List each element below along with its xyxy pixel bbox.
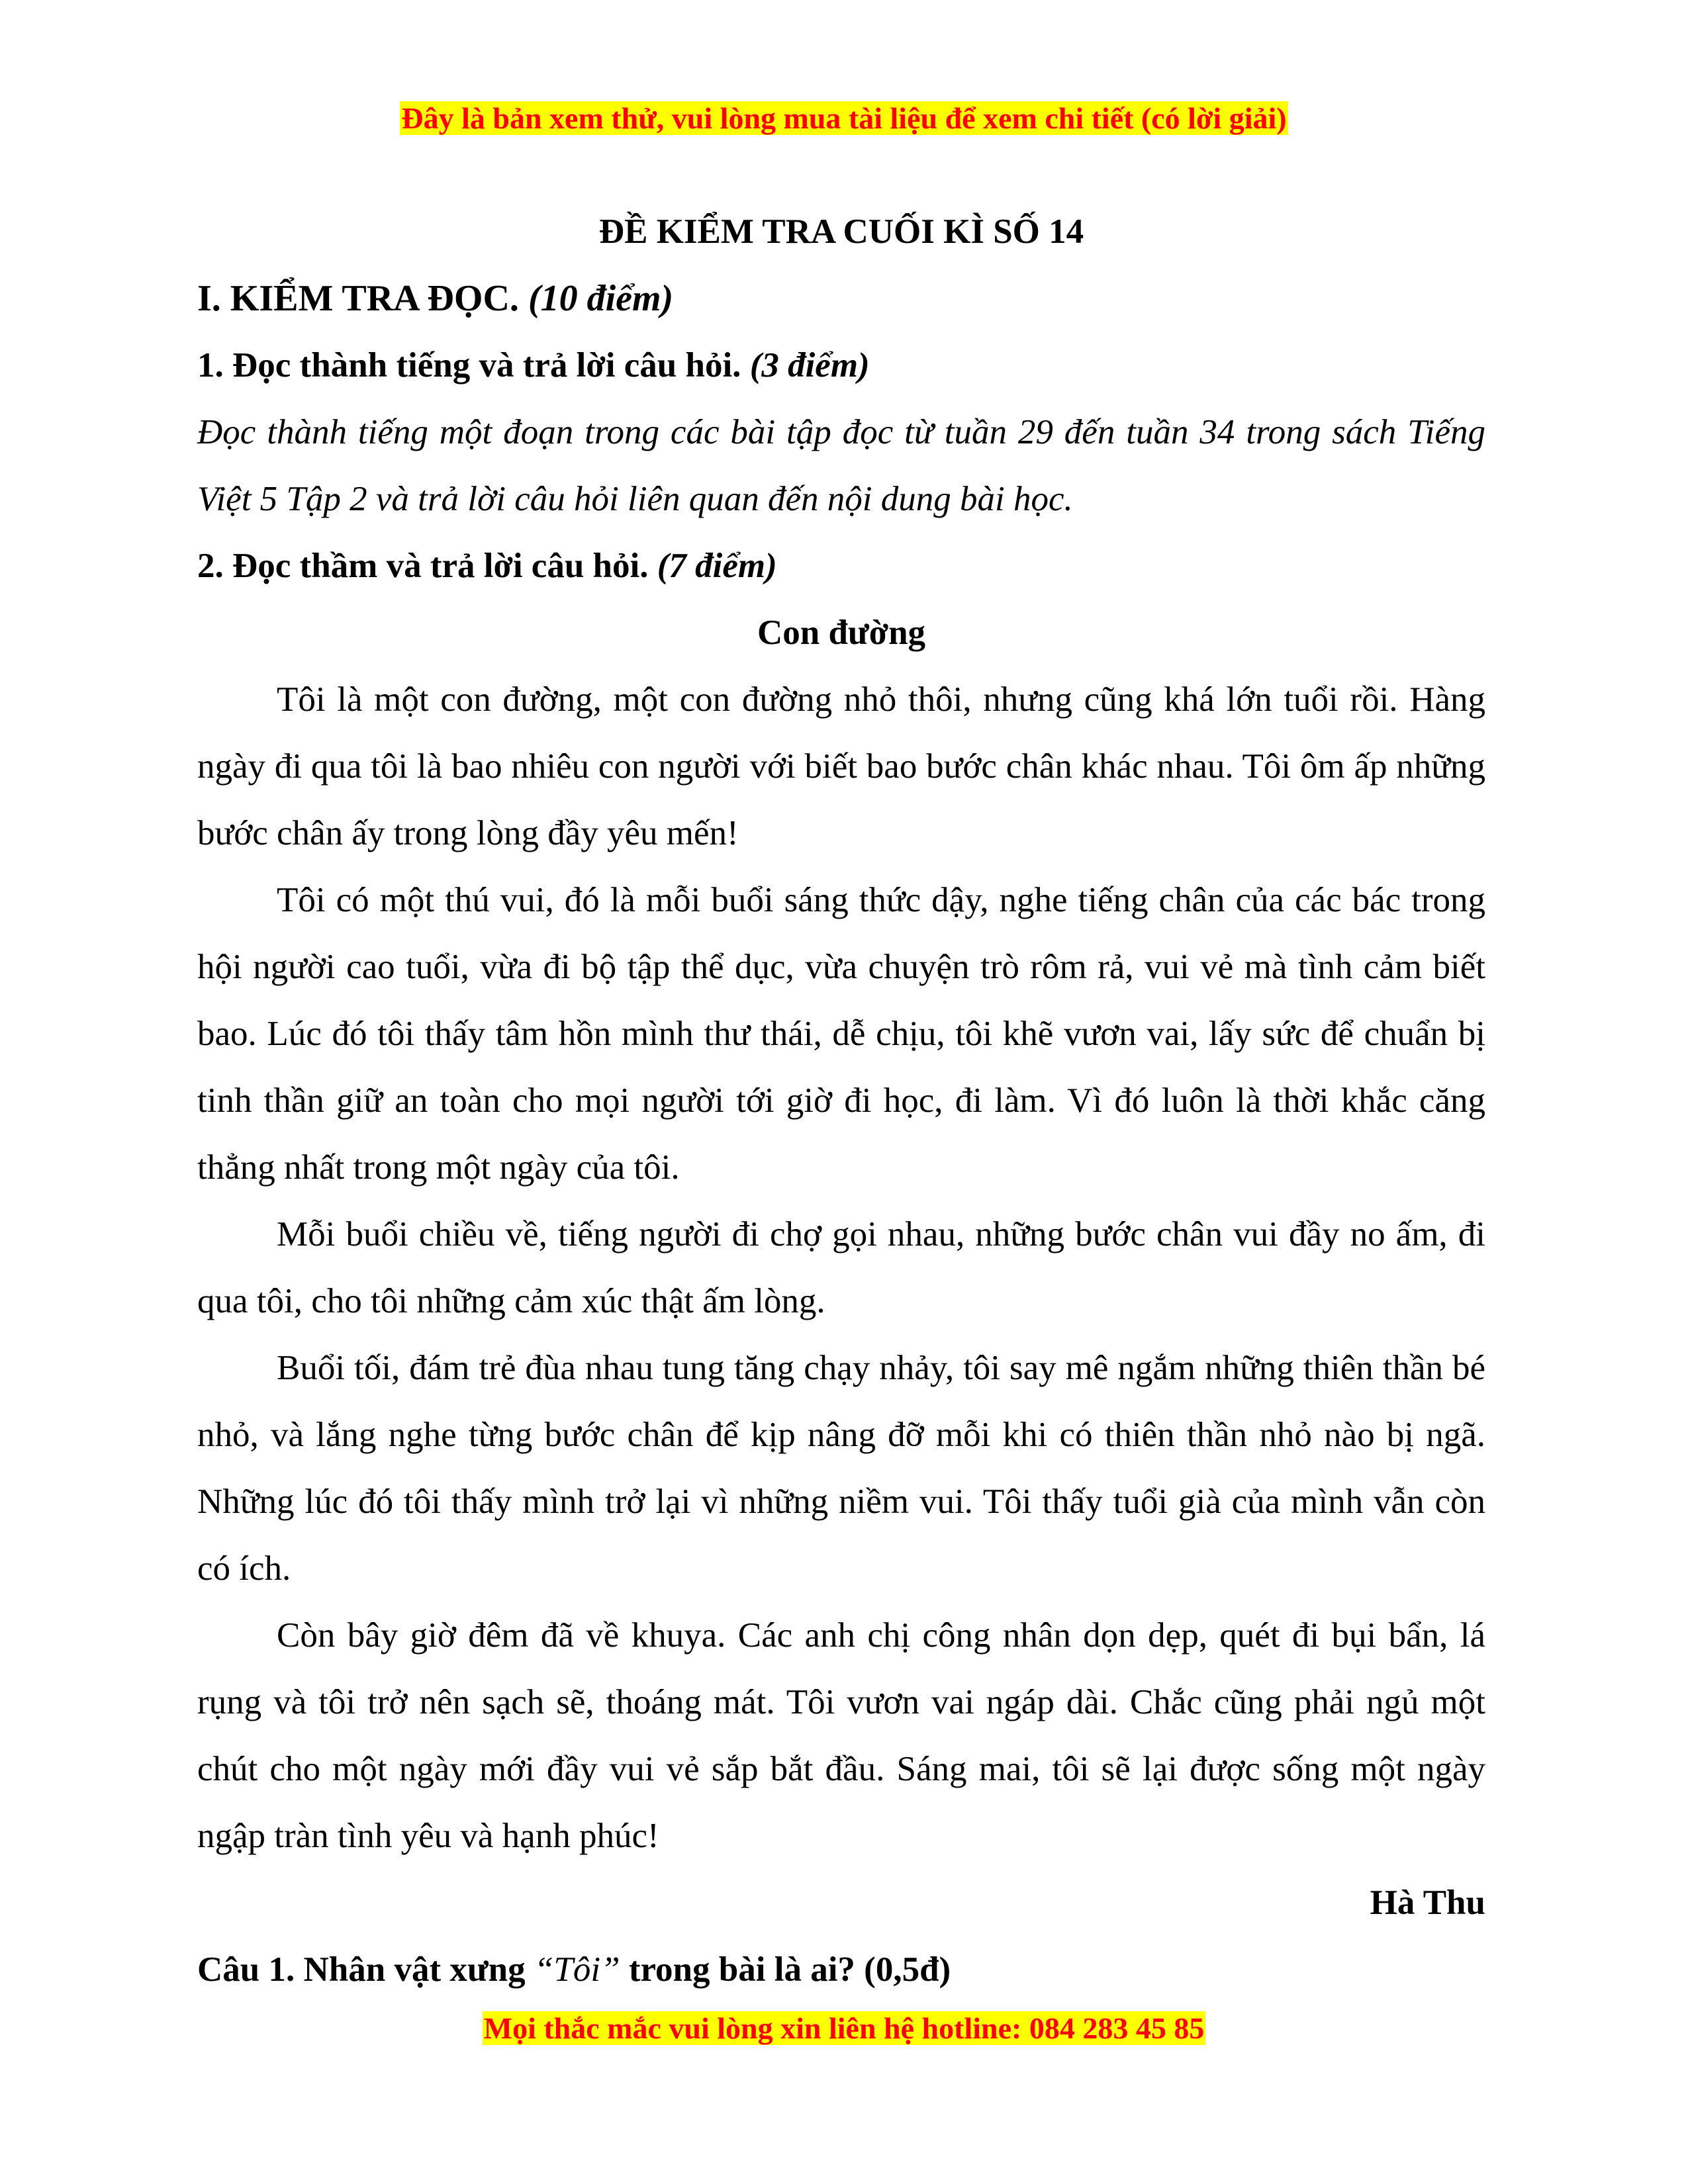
hotline-banner <box>0 2011 1688 2046</box>
story-paragraph: Buổi tối, đám trẻ đùa nhau tung tăng chạy nhảy, tôi say mê ngắm những thiên thần bé nhỏ, và lắng nghe từng bước chân để kịp nâng đỡ mỗi khi có thiên thần nhỏ nào bị ngã. Những lúc đó tôi thấy mình trở lại vì những niềm vui. Tôi thấy tuổi già của mình vẫn còn có ích. <box>197 1349 1485 1588</box>
question-1-suffix: trong bài là ai? (0,5đ) <box>620 1950 951 1989</box>
part1-label: 1. Đọc thành tiếng và trả lời câu hỏi. <box>197 346 741 385</box>
story-paragraph: Tôi có một thú vui, đó là mỗi buổi sáng thức dậy, nghe tiếng chân của các bác trong hội người cao tuổi, vừa đi bộ tập thể dục, vừa chuyện trò rôm rả, vui vẻ mà tình cảm biết bao. Lúc đó tôi thấy tâm hồn mình thư thái, dễ chịu, tôi khẽ vươn vai, lấy sức để chuẩn bị tinh thần giữ an toàn cho mọi người tới giờ đi học, đi làm. Vì đó luôn là thời khắc căng thẳng nhất trong một ngày của tôi. <box>197 881 1485 1187</box>
section-points: (10 điểm) <box>528 278 674 319</box>
story-author: Hà Thu <box>1370 1884 1485 1922</box>
part1-points: (3 điểm) <box>749 346 870 385</box>
part2-label: 2. Đọc thầm và trả lời câu hỏi. <box>197 547 649 585</box>
part2-points: (7 điểm) <box>657 547 777 585</box>
preview-notice-text: Đây là bản xem thử, vui lòng mua tài liệu để xem chi tiết (có lời giải) <box>401 101 1287 135</box>
story-paragraph: Mỗi buổi chiều về, tiếng người đi chợ gọi nhau, những bước chân vui đầy no ấm, đi qua tôi, cho tôi những cảm xúc thật ấm lòng. <box>197 1215 1485 1320</box>
story-title: Con đường <box>757 614 926 652</box>
story-paragraph: Tôi là một con đường, một con đường nhỏ thôi, nhưng cũng khá lớn tuổi rồi. Hàng ngày đi qua tôi là bao nhiêu con người với biết bao bước chân khác nhau. Tôi ôm ấp những bước chân ấy trong lòng đầy yêu mến! <box>197 680 1485 852</box>
part1-heading <box>197 332 1485 399</box>
question-1 <box>197 1936 1485 2003</box>
section-heading-reading <box>197 265 1485 332</box>
part1-instruction: Đọc thành tiếng một đoạn trong các bài tập đọc từ tuần 29 đến tuần 34 trong sách Tiếng Việt 5 Tập 2 và trả lời câu hỏi liên quan đến nội dung bài học. <box>197 413 1485 518</box>
story-paragraph: Còn bây giờ đêm đã về khuya. Các anh chị công nhân dọn dẹp, quét đi bụi bẩn, lá rụng và tôi trở nên sạch sẽ, thoáng mát. Tôi vươn vai ngáp dài. Chắc cũng phải ngủ một chút cho một ngày mới đầy vui vẻ sắp bắt đầu. Sáng mai, tôi sẽ lại được sống một ngày ngập tràn tình yêu và hạnh phúc! <box>197 1616 1485 1855</box>
section-label: I. KIỂM TRA ĐỌC. <box>197 278 519 319</box>
hotline-text: Mọi thắc mắc vui lòng xin liên hệ hotline: 084 283 45 85 <box>483 2011 1205 2045</box>
document-body <box>197 199 1485 2003</box>
question-1-prefix: Câu 1. Nhân vật xưng <box>197 1950 534 1989</box>
exam-title: ĐỀ KIỂM TRA CUỐI KÌ SỐ 14 <box>598 212 1084 251</box>
part2-heading <box>197 533 1485 600</box>
preview-notice-banner <box>0 101 1688 136</box>
question-1-quoted: “Tôi” <box>534 1950 620 1989</box>
